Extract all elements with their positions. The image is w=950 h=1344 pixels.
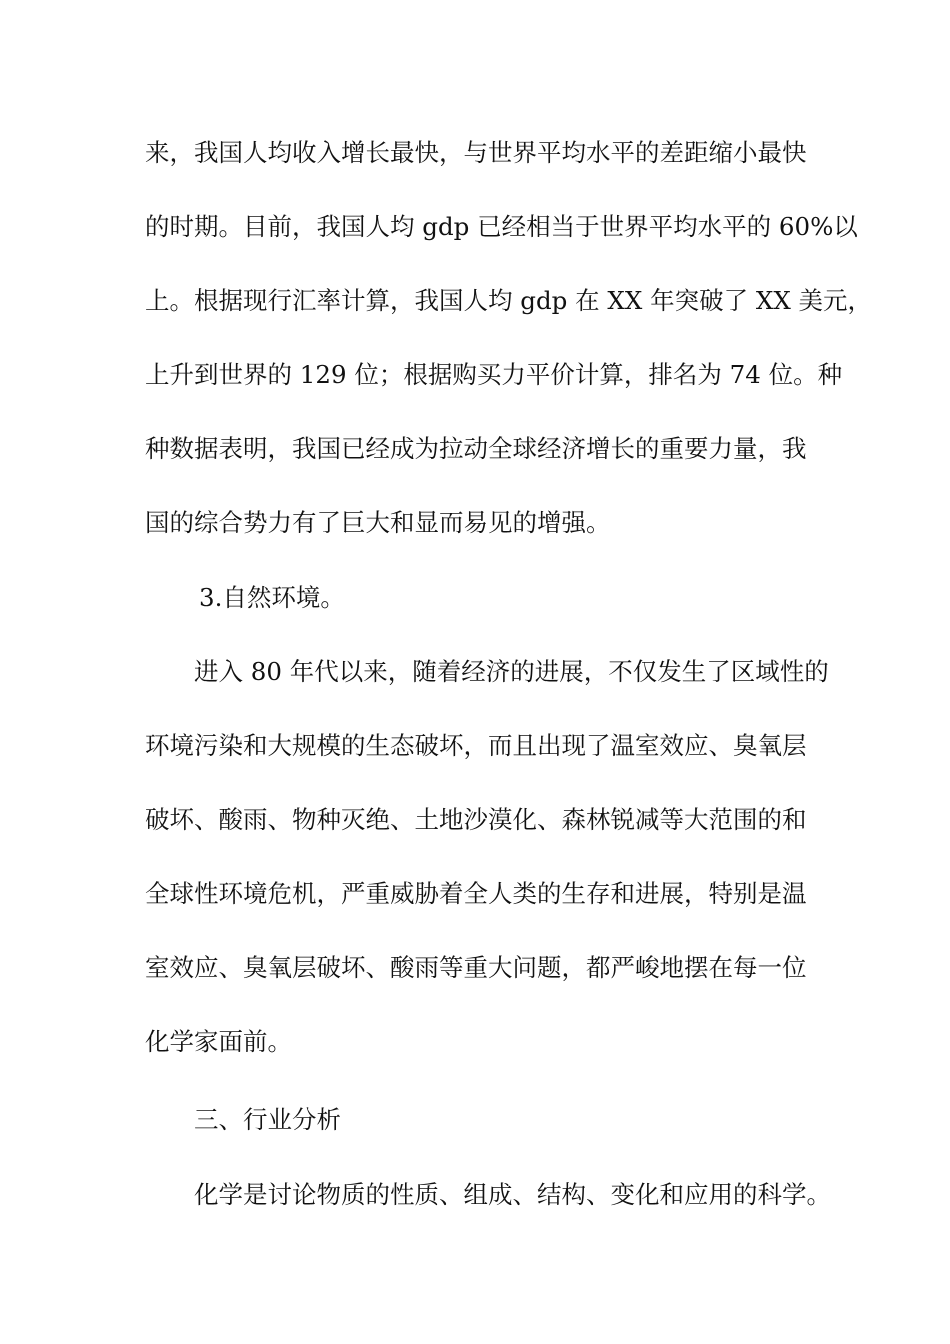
paragraph-line: 破坏、酸雨、物种灭绝、土地沙漠化、森林锐减等大范围的和 [145, 805, 807, 834]
paragraph-line: 进入 80 年代以来，随着经济的进展，不仅发生了区域性的 [194, 657, 829, 686]
paragraph-line: 全球性环境危机，严重威胁着全人类的生存和进展，特别是温 [145, 879, 807, 908]
paragraph-line: 化学是讨论物质的性质、组成、结构、变化和应用的科学。 [194, 1180, 831, 1209]
paragraph-line: 化学家面前。 [145, 1027, 292, 1056]
paragraph-line: 环境污染和大规模的生态破坏，而且出现了温室效应、臭氧层 [145, 731, 807, 760]
paragraph-line: 的时期。目前，我国人均 gdp 已经相当于世界平均水平的 60%以 [145, 212, 858, 241]
paragraph-line: 国的综合势力有了巨大和显而易见的增强。 [145, 508, 611, 537]
paragraph-line: 来，我国人均收入增长最快，与世界平均水平的差距缩小最快 [145, 138, 807, 167]
section-heading: 三、行业分析 [194, 1105, 341, 1134]
paragraph-line: 上。根据现行汇率计算，我国人均 gdp 在 XX 年突破了 XX 美元， [145, 286, 873, 315]
section-heading: 3.自然环境。 [199, 583, 345, 612]
paragraph-line: 上升到世界的 129 位；根据购买力平价计算，排名为 74 位。种 [145, 360, 843, 389]
paragraph-line: 室效应、臭氧层破坏、酸雨等重大问题，都严峻地摆在每一位 [145, 953, 807, 982]
paragraph-line: 种数据表明，我国已经成为拉动全球经济增长的重要力量，我 [145, 434, 807, 463]
